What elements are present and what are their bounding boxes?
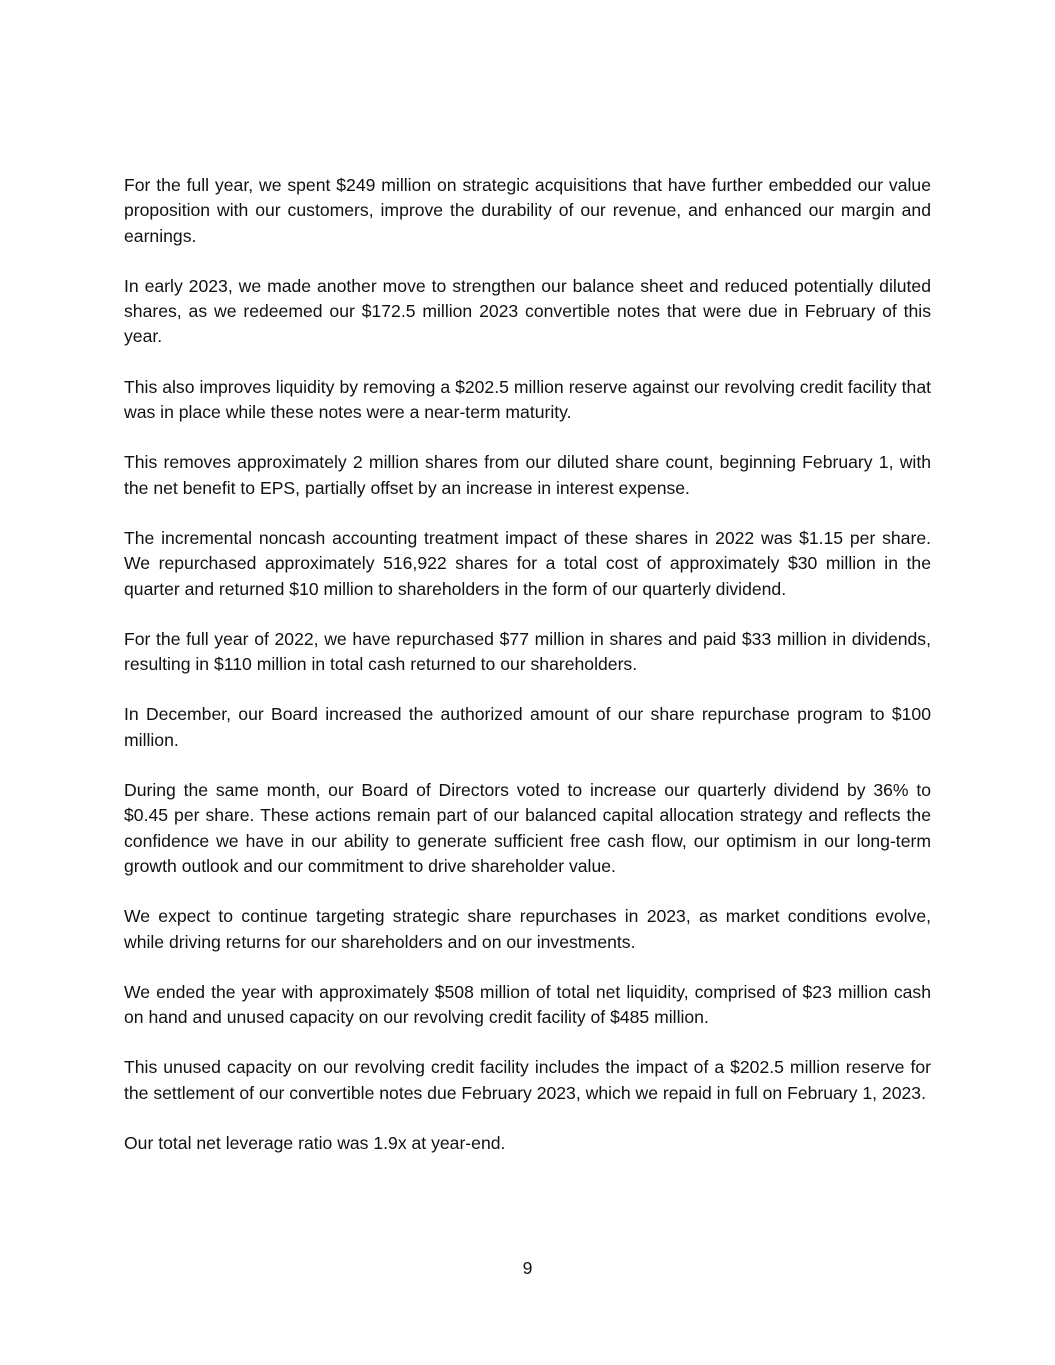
paragraph-net-liquidity: We ended the year with approximately $508 million of total net liquidity, comprised of $23 million cash on hand and unused capacity on our revolving credit facility of $485 million. (124, 981, 931, 1028)
paragraph-full-year-returns: For the full year of 2022, we have repurchased $77 million in shares and paid $33 million in dividends, resulting in $110 million in total cash returned to our shareholders. (124, 628, 931, 675)
paragraph-liquidity-reserve: This also improves liquidity by removing a $202.5 million reserve against our revolving credit facility that was in place while these notes were a near-term maturity. (124, 376, 931, 423)
paragraph-repurchase-program: In December, our Board increased the authorized amount of our share repurchase program to $100 million. (124, 704, 931, 750)
paragraph-share-repurchase-quarter: The incremental noncash accounting treatment impact of these shares in 2022 was $1.15 per share. We repurchased approximately 516,922 shares for a total cost of approximately $30 million in the quarter and returned $10 million to shareholders in the form of our quarterly dividend. (124, 527, 931, 599)
paragraph-diluted-shares: This removes approximately 2 million shares from our diluted share count, beginning February 1, with the net benefit to EPS, partially offset by an increase in interest expense. (124, 452, 931, 498)
paragraph-dividend-increase: During the same month, our Board of Directors voted to increase our quarterly dividend by 36% to $0.45 per share. These actions remain part of our balanced capital allocation strategy and reflects the confidence we have in our ability to generate sufficient free cash flow, our optimism in our long-term growth outlook and our commitment to drive shareholder value. (124, 780, 931, 876)
paragraph-leverage-ratio: Our total net leverage ratio was 1.9x at year-end. (124, 1133, 506, 1154)
paragraph-unused-capacity: This unused capacity on our revolving credit facility includes the impact of a $202.5 million reserve for the settlement of our convertible notes due February 2023, which we repaid in full on February 1, 2023. (124, 1057, 931, 1103)
paragraph-repurchase-outlook: We expect to continue targeting strategic share repurchases in 2023, as market conditions evolve, while driving returns for our shareholders and on our investments. (124, 906, 931, 952)
paragraph-convertible-notes: In early 2023, we made another move to strengthen our balance sheet and reduced potentially diluted shares, as we redeemed our $172.5 million 2023 convertible notes that were due in February of this year. (124, 275, 931, 347)
paragraph-acquisitions: For the full year, we spent $249 million on strategic acquisitions that have further embedded our value proposition with our customers, improve the durability of our revenue, and enhanced our margin and earnings. (124, 175, 931, 246)
page-number: 9 (522, 1258, 533, 1278)
document-body (124, 173, 931, 1181)
